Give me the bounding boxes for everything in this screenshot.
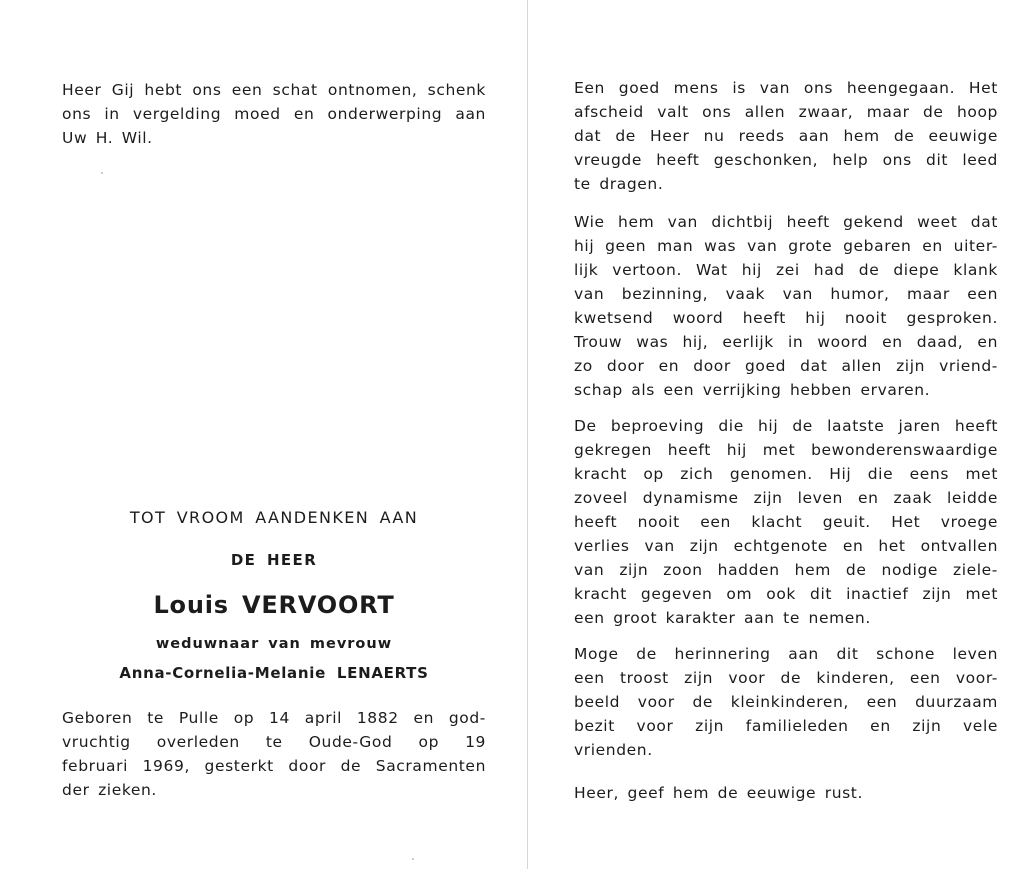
text-line: van bezinning, vaak van humor, maar een bbox=[574, 285, 998, 303]
opening-prayer bbox=[62, 78, 486, 150]
text-line: De beproeving die hij de laatste jaren heeft bbox=[574, 417, 998, 435]
text-line: zo door en door goed dat allen zijn vriend- bbox=[574, 357, 998, 375]
prayer-line: ons in vergelding moed en onderwerping aan bbox=[62, 105, 486, 123]
text-line: Trouw was hij, eerlijk in woord en daad, en bbox=[574, 333, 998, 351]
text-line: vrienden. bbox=[574, 741, 653, 759]
text-line: van zijn zoon hadden hem de nodige ziele- bbox=[574, 561, 998, 579]
birth-death-line: vruchtig overleden te Oude-God op 19 bbox=[62, 733, 486, 751]
text-line: schap als een verrijking hebben ervaren. bbox=[574, 381, 931, 399]
prayer-line: Uw H. Wil. bbox=[62, 129, 153, 147]
text-line: kracht op zich genomen. Hij die eens met bbox=[574, 465, 998, 483]
birth-death-line: der zieken. bbox=[62, 781, 157, 799]
birth-death-line: Geboren te Pulle op 14 april 1882 en god- bbox=[62, 709, 486, 727]
birth-death-text bbox=[62, 706, 486, 802]
tribute-paragraph-3 bbox=[574, 414, 998, 630]
text-line: dat de Heer nu reeds aan hem de eeuwige bbox=[574, 127, 998, 145]
memory-heading: TOT VROOM AANDENKEN AAN bbox=[129, 508, 419, 527]
text-line: heeft nooit een klacht geuit. Het vroege bbox=[574, 513, 998, 531]
tribute-paragraph-1 bbox=[574, 76, 998, 196]
tribute-paragraph-2 bbox=[574, 210, 998, 402]
text-line: kracht gegeven om ook dit inactief zijn met bbox=[574, 585, 998, 603]
birth-death-line: februari 1969, gesterkt door de Sacramenten bbox=[62, 757, 486, 775]
text-line: afscheid valt ons allen zwaar, maar de hoop bbox=[574, 103, 998, 121]
deceased-name: Louis VERVOORT bbox=[153, 591, 395, 619]
spouse-name: Anna-Cornelia-Melanie LENAERTS bbox=[119, 664, 429, 682]
text-line: zoveel dynamisme zijn leven en zaak leidde bbox=[574, 489, 998, 507]
closing-prayer bbox=[574, 781, 998, 805]
text-line: Moge de herinnering aan dit schone leven bbox=[574, 645, 998, 663]
text-line: Wie hem van dichtbij heeft gekend weet dat bbox=[574, 213, 998, 231]
widower-line: weduwnaar van mevrouw bbox=[155, 636, 393, 652]
text-line: kwetsend woord heeft hij nooit gesproken. bbox=[574, 309, 998, 327]
tribute-paragraph-4 bbox=[574, 642, 998, 762]
text-line: gekregen heeft hij met bewonderenswaardige bbox=[574, 441, 998, 459]
text-line: te dragen. bbox=[574, 175, 664, 193]
text-line: een troost zijn voor de kinderen, een voor- bbox=[574, 669, 998, 687]
text-line: Heer, geef hem de eeuwige rust. bbox=[574, 784, 863, 802]
text-line: lijk vertoon. Wat hij zei had de diepe klank bbox=[574, 261, 998, 279]
text-line: bezit voor zijn familieleden en zijn vele bbox=[574, 717, 998, 735]
right-panel bbox=[528, 0, 1034, 869]
text-line: een groot karakter aan te nemen. bbox=[574, 609, 871, 627]
text-line: hij geen man was van grote gebaren en uiter- bbox=[574, 237, 998, 255]
text-line: Een goed mens is van ons heengegaan. Het bbox=[574, 79, 998, 97]
honorific-title: DE HEER bbox=[230, 551, 318, 569]
text-line: vreugde heeft geschonken, help ons dit leed bbox=[574, 151, 998, 169]
text-line: beeld voor de kleinkinderen, een duurzaam bbox=[574, 693, 998, 711]
text-line: verlies van zijn echtgenote en het ontvallen bbox=[574, 537, 998, 555]
prayer-line: Heer Gij hebt ons een schat ontnomen, schenk bbox=[62, 81, 486, 99]
